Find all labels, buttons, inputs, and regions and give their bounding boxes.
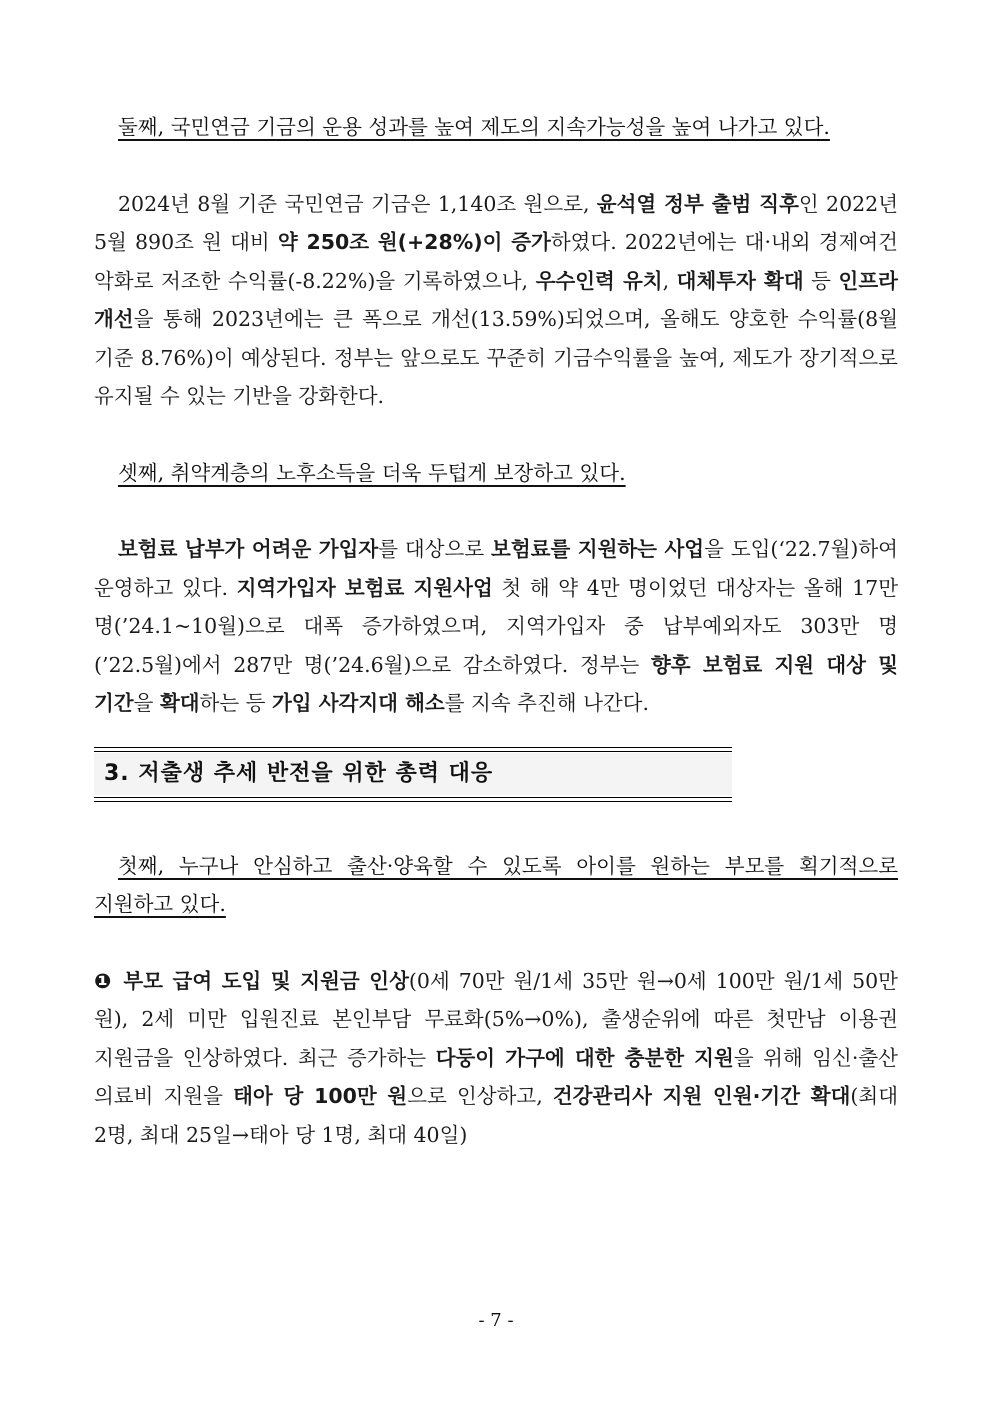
emphasis-text: 확대 — [159, 691, 200, 715]
emphasis-text: 지역가입자 보험료 지원사업 — [236, 575, 493, 600]
document-page — [94, 108, 898, 1154]
emphasis-text: ❶ 부모 급여 도입 및 지원금 인상 — [94, 968, 409, 993]
emphasis-text: 보험료를 지원하는 사업 — [491, 537, 705, 561]
body-text-run: (0세 70만 원/1세 35만 원→0세 100만 원/1세 50만 원), 2세 미만 입원진료 본인부담 무료화(5%→0%), 출생순위에 따른 첫만남 이용권 지원금을 인상하였다. 최근 증가하는 — [94, 968, 898, 1070]
body-text-run: 을 통해 2023년에는 큰 폭으로 개선(13.59%)되었으며, 올해도 양호한 수익률(8월 기준 8.76%)이 예상된다. 정부는 앞으로도 꾸준히 기금수익률을 높여, 제도가 장기적으로 유지될 수 있는 기반을 강화한다. — [94, 307, 898, 408]
emphasis-text: 건강관리사 지원 인원·기간 확대 — [552, 1084, 851, 1108]
section-heading-third: 셋째, 취약계층의 노후소득을 더욱 두텁게 보장하고 있다. — [118, 460, 626, 485]
body-text-run: 를 대상으로 — [378, 537, 492, 561]
body-text-run: (최대 2명, 최대 25일→태아 당 1명, 최대 40일) — [94, 1084, 899, 1147]
section-heading-first: 첫째, 누구나 안심하고 출산·양육할 수 있도록 아이를 원하는 부모를 획기적으로 지원하고 있다. — [94, 853, 898, 916]
emphasis-text: 태아 당 100만 원 — [233, 1084, 408, 1108]
emphasis-text: 약 250조 원(+28%)이 증가 — [277, 230, 551, 254]
paragraph-parent-support — [94, 962, 898, 1155]
section-title-box — [94, 747, 732, 803]
body-text-run: 를 지속 추진해 나간다. — [444, 691, 649, 715]
emphasis-text: 인프라 개선 — [94, 268, 898, 331]
paragraph-premium-support — [94, 530, 898, 723]
body-text-run: 등 — [803, 268, 839, 293]
emphasis-text: 보험료 납부가 어려운 가입자 — [118, 537, 379, 561]
emphasis-text: 윤석열 정부 출범 직후 — [596, 191, 799, 216]
body-text-run: , — [662, 268, 677, 293]
emphasis-text: 가입 사각지대 해소 — [272, 691, 445, 715]
body-text-run: 하는 등 — [199, 691, 272, 715]
emphasis-text: 우수인력 유치 — [535, 268, 663, 293]
emphasis-text: 향후 보험료 지원 대상 및 기간 — [94, 652, 899, 715]
body-text-run: 인 2022년 5월 890조 원 대비 — [94, 191, 899, 254]
emphasis-text: 대체투자 확대 — [676, 268, 804, 293]
page-number: - 7 - — [478, 1310, 514, 1331]
body-text-run: 을 도입(‘22.7월)하여 운영하고 있다. — [94, 537, 898, 600]
emphasis-text: 다둥이 가구에 대한 충분한 지원 — [435, 1045, 734, 1070]
body-text-run: 첫 해 약 4만 명이었던 대상자는 올해 17만 명(’24.1~10월)으로 대폭 증가하였으며, 지역가입자 중 납부예외자도 303만 명(’22.5월)에서 287만 명(’24.6월)으로 감소하였다. 정부는 — [94, 575, 898, 677]
body-text-run: 을 — [133, 691, 160, 715]
section-heading-second: 둘째, 국민연금 기금의 운용 성과를 높여 제도의 지속가능성을 높여 나가고 있다. — [118, 115, 830, 139]
body-text-run: 으로 인상하고, — [407, 1084, 553, 1108]
body-text-run: 을 위해 임신·출산 의료비 지원을 — [94, 1045, 898, 1108]
section-title: 3. 저출생 추세 반전을 위한 총력 대응 — [104, 760, 494, 786]
body-text-run: 하였다. 2022년에는 대·내외 경제여건 악화로 저조한 수익률(-8.22%)을 기록하였으나, — [94, 230, 898, 293]
body-text-run: 2024년 8월 기준 국민연금 기금은 1,140조 원으로, — [118, 191, 597, 216]
paragraph-pension-fund — [94, 185, 898, 416]
